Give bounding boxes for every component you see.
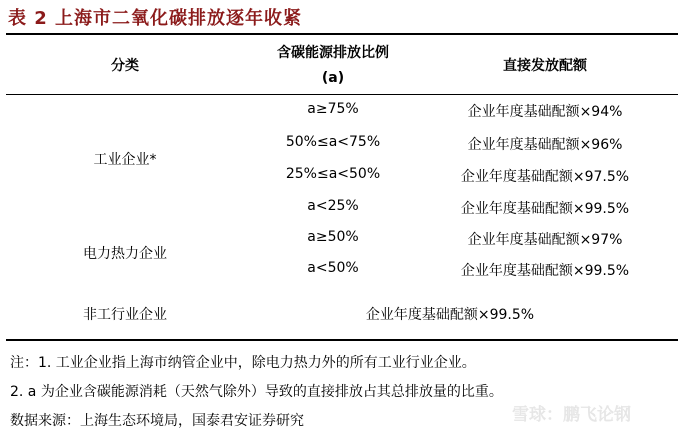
row-ratio: 25%≤a<50% <box>285 166 381 182</box>
row-allowance: 企业年度基础配额×96% <box>467 137 623 153</box>
note-1: 注：1. 工业企业指上海市纳管企业中，除电力热力外的所有工业行业企业。 <box>10 355 476 371</box>
header-allowance: 直接发放配额 <box>503 58 587 74</box>
watermark: 雪球：鹏飞论钢 <box>512 405 631 425</box>
header-category: 分类 <box>111 58 139 74</box>
header-ratio-line1: 含碳能源排放比例 <box>277 45 389 61</box>
group-power: 电力热力企业 <box>83 246 167 262</box>
row-ratio: a<50% <box>307 260 359 276</box>
header-ratio-line2: (a) <box>321 70 345 86</box>
row-ratio: 50%≤a<75% <box>285 134 381 150</box>
row-ratio: a<25% <box>307 198 359 214</box>
header-rule <box>6 94 678 95</box>
data-source: 数据来源：上海生态环境局，国泰君安证券研究 <box>10 413 304 429</box>
row-ratio: a≥50% <box>307 229 359 245</box>
row-allowance: 企业年度基础配额×94% <box>467 104 623 120</box>
row-allowance: 企业年度基础配额×99.5% <box>460 201 630 217</box>
note-2: 2. a 为企业含碳能源消耗（天然气除外）导致的直接排放占其总排放量的比重。 <box>10 384 503 400</box>
group-nonindustrial: 非工行业企业 <box>83 307 167 323</box>
row-ratio: a≥75% <box>307 101 359 117</box>
row-allowance: 企业年度基础配额×99.5% <box>460 263 630 279</box>
nonindustrial-allowance: 企业年度基础配额×99.5% <box>365 307 535 323</box>
top-rule <box>6 33 678 35</box>
table-title: 表 2 上海市二氧化碳排放逐年收紧 <box>8 8 303 29</box>
row-allowance: 企业年度基础配额×97.5% <box>460 169 630 185</box>
bottom-rule <box>6 339 678 341</box>
group-industrial: 工业企业* <box>93 152 157 168</box>
row-allowance: 企业年度基础配额×97% <box>467 232 623 248</box>
